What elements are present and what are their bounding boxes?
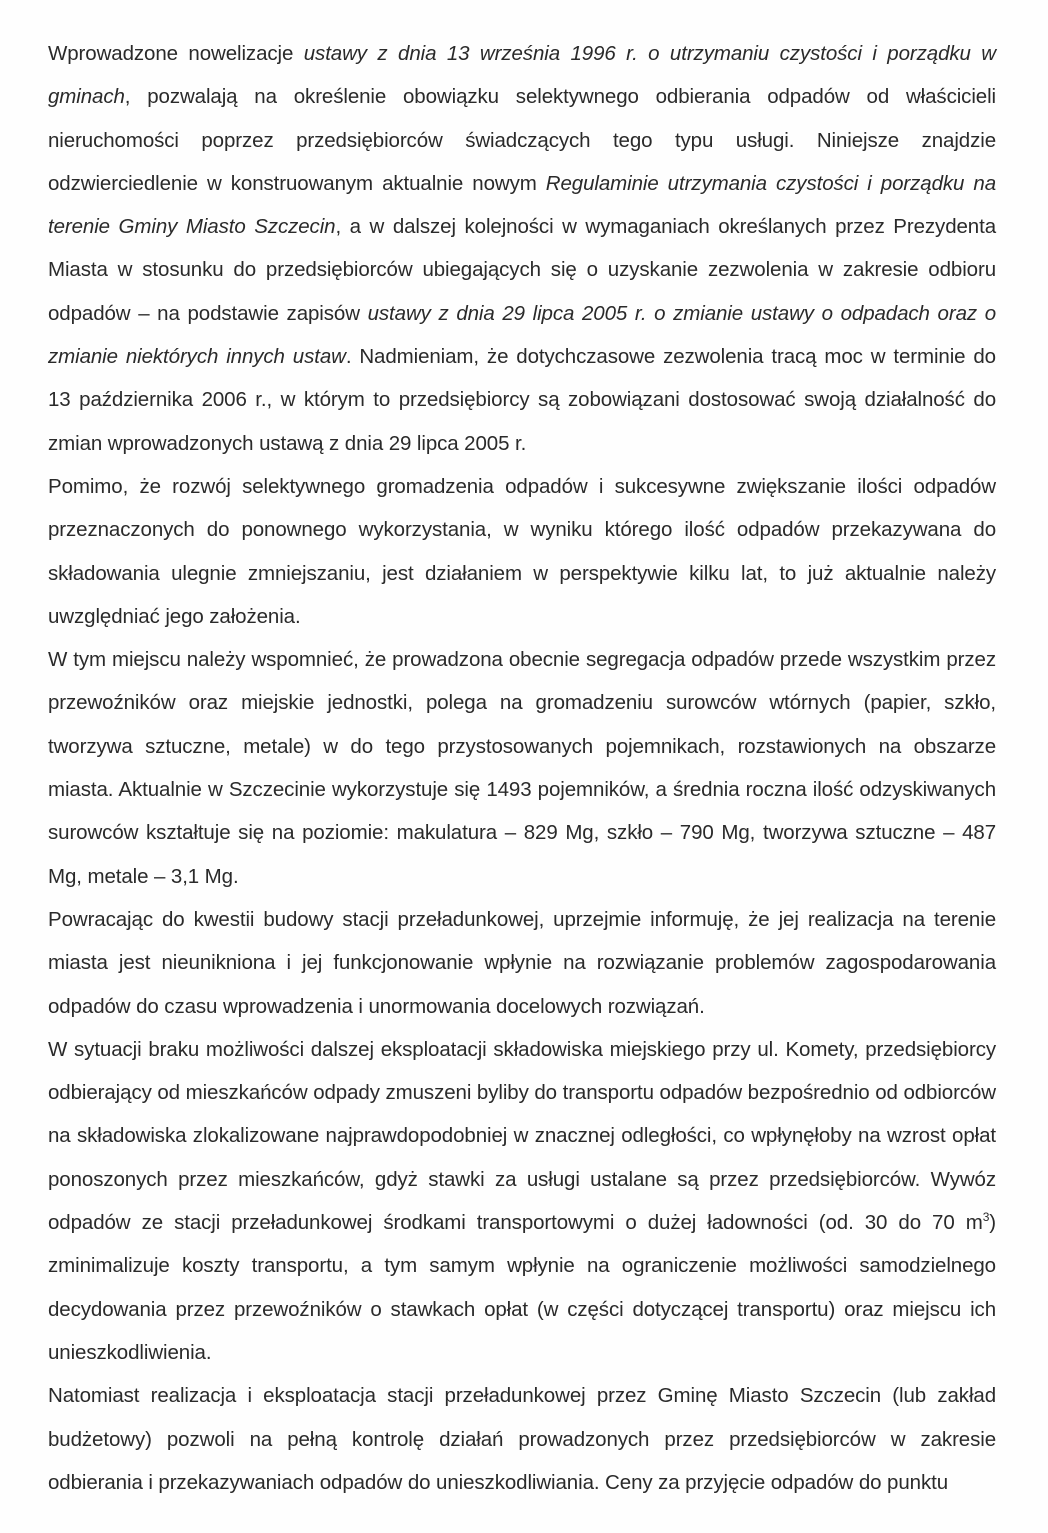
paragraph-2 <box>48 465 996 638</box>
paragraph-1-segment: Regulaminie utrzymania czystości i porządku na terenie Gminy Miasto Szczecin <box>48 171 996 239</box>
paragraph-2-segment: Pomimo, że rozwój selektywnego gromadzenia odpadów i sukcesywne zwiększanie ilości odpadów przeznaczonych do ponownego wykorzystania, w wyniku którego ilość odpadów przekazywana do składowania ulegnie zmniejszaniu, jest działaniem w perspektywie kilku lat, to już aktualnie należy uwzględniać jego założenia. <box>48 474 996 628</box>
paragraph-1-segment: ustawy z dnia 29 lipca 2005 r. o zmianie ustawy o odpadach oraz o zmianie niektórych innych ustaw <box>48 301 997 369</box>
paragraph-1-segment: , a w dalszej kolejności w wymaganiach określanych przez Prezydenta Miasta w stosunku do przedsiębiorców ubiegających się o uzyskanie zezwolenia w zakresie odbioru odpadów – na podstawie zapisów <box>48 215 996 325</box>
paragraph-5-segment: 3 <box>982 1210 990 1225</box>
paragraph-3-segment: W tym miejscu należy wspomnieć, że prowadzona obecnie segregacja odpadów przede wszystkim przez przewoźników oraz miejskie jednostki, polega na gromadzeniu surowców wtórnych (papier, szkło, tworzywa sztuczne, metale) w do tego przystosowanych pojemnikach, rozstawionych na obszarze miasta. Aktualnie w Szczecinie wykorzystuje się 1493 pojemników, a średnia roczna ilość odzyskiwanych surowców kształtuje się na poziomie: makulatura – 829 Mg, szkło – 790 Mg, tworzywa sztuczne – 487 Mg, metale – 3,1 Mg. <box>48 648 996 888</box>
paragraph-6-segment: Natomiast realizacja i eksploatacja stacji przeładunkowej przez Gminę Miasto Szczecin (lub zakład budżetowy) pozwoli na pełną kontrolę działań prowadzonych przez przedsiębiorców w zakresie odbierania i przekazywaniach odpadów do unieszkodliwiania. Ceny za przyjęcie odpadów do punktu <box>48 1384 996 1494</box>
paragraph-4 <box>48 898 996 1028</box>
paragraph-5 <box>48 1028 996 1374</box>
paragraph-1-segment: , pozwalają na określenie obowiązku selektywnego odbierania odpadów od właścicieli nieruchomości poprzez przedsiębiorców świadczących tego typu usługi. Niniejsze znajdzie odzwierciedlenie w konstruowanym aktualnie nowym <box>48 85 996 195</box>
paragraph-1-segment: . Nadmieniam, że dotychczasowe zezwolenia tracą moc w terminie do 13 października 2006 r., w którym to przedsiębiorcy są zobowiązani dostosować swoją działalność do zmian wprowadzonych ustawą z dnia 29 lipca 2005 r. <box>48 345 996 455</box>
paragraph-4-segment: Powracając do kwestii budowy stacji przeładunkowej, uprzejmie informuję, że jej realizacja na terenie miasta jest nieunikniona i jej funkcjonowanie wpłynie na rozwiązanie problemów zagospodarowania odpadów do czasu wprowadzenia i unormowania docelowych rozwiązań. <box>48 907 996 1018</box>
paragraph-1-segment: Wprowadzone nowelizacje <box>48 42 304 65</box>
paragraph-5-segment: W sytuacji braku możliwości dalszej eksploatacji składowiska miejskiego przy ul. Komety, przedsiębiorcy odbierający od mieszkańców odpady zmuszeni byliby do transportu odpadów bezpośrednio od odbiorców na składowiska zlokalizowane najprawdopodobniej w znacznej odległości, co wpłynęłoby na wzrost opłat ponoszonych przez mieszkańców, gdyż stawki za usługi ustalane są przez przedsiębiorców. Wywóz odpadów ze stacji przeładunkowej środkami transportowymi o dużej ładowności (od. 30 do 70 m <box>48 1037 996 1235</box>
paragraph-6 <box>48 1374 996 1504</box>
document-body <box>48 32 996 1504</box>
paragraph-5-segment: ) zminimalizuje koszty transportu, a tym samym wpłynie na ograniczenie możliwości samodzielnego decydowania przez przewoźników o stawkach opłat (w części dotyczącej transportu) oraz miejscu ich unieszkodliwienia. <box>48 1211 996 1364</box>
paragraph-1 <box>48 32 996 465</box>
paragraph-3 <box>48 638 996 898</box>
paragraph-1-segment: ustawy z dnia 13 września 1996 r. o utrzymaniu czystości i porządku w gminach <box>48 42 996 109</box>
